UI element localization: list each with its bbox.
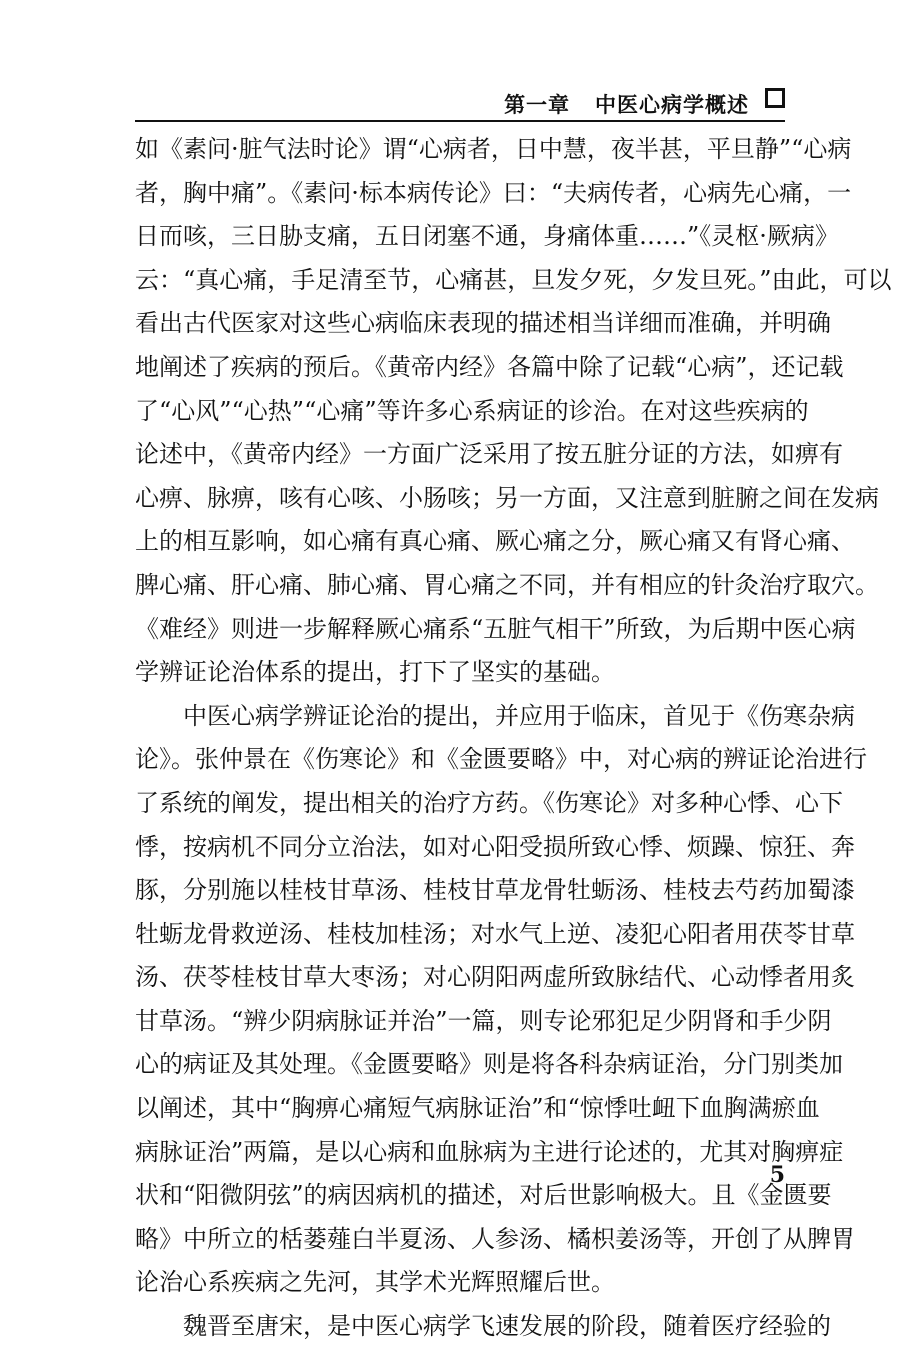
text-line: 论述中，《黄帝内经》一方面广泛采用了按五脏分证的方法，如痹有 (135, 440, 843, 469)
running-header (135, 84, 785, 122)
text-line: 《难经》则进一步解释厥心痛系“五脏气相干”所致，为后期中医心病 (135, 614, 856, 643)
paragraph (135, 128, 892, 695)
text-line: 论》。张仲景在《伤寒论》和《金匮要略》中，对心病的辨证论治进行 (135, 745, 867, 774)
text-line: 了“心风”“心热”“心痛”等许多心系病证的诊治。在对这些疾病的 (135, 396, 809, 425)
paragraph (135, 1305, 831, 1349)
text-line: 状和“阳微阴弦”的病因病机的描述，对后世影响极大。且《金匮要 (135, 1181, 832, 1210)
text-line: 脾心痛、肝心痛、肺心痛、胃心痛之不同，并有相应的针灸治疗取穴。 (135, 570, 879, 599)
paragraph (135, 695, 867, 1305)
text-line: 论治心系疾病之先河，其学术光辉照耀后世。 (135, 1268, 615, 1297)
chapter-number: 第一章 (504, 93, 571, 117)
body-text (135, 128, 892, 1349)
text-line: 学辨证论治体系的提出，打下了坚实的基础。 (135, 658, 615, 687)
text-line: 甘草汤。“辨少阴病脉证并治”一篇，则专论邪犯足少阴肾和手少阴 (135, 1006, 832, 1035)
square-marker-icon (765, 88, 785, 108)
text-line: 以阐述，其中“胸痹心痛短气病脉证治”和“惊悸吐衄下血胸满瘀血 (135, 1094, 820, 1123)
text-line: 者，胸中痛”。《素问·标本病传论》曰：“夫病传者，心病先心痛，一 (135, 178, 852, 207)
text-line: 豚，分别施以桂枝甘草汤、桂枝甘草龙骨牡蛎汤、桂枝去芍药加蜀漆 (135, 876, 855, 905)
chapter-title (504, 89, 749, 119)
text-line: 地阐述了疾病的预后。《黄帝内经》各篇中除了记载“心病”，还记载 (135, 352, 844, 381)
text-line: 中医心病学辨证论治的提出，并应用于临床，首见于《伤寒杂病 (183, 701, 855, 730)
text-line: 上的相互影响，如心痛有真心痛、厥心痛之分，厥心痛又有肾心痛、 (135, 527, 855, 556)
text-line: 看出古代医家对这些心病临床表现的描述相当详细而准确，并明确 (135, 309, 831, 338)
text-line: 日而咳，三日胁支痛，五日闭塞不通，身痛体重……”《灵枢·厥病》 (135, 222, 839, 251)
text-line: 牡蛎龙骨救逆汤、桂枝加桂汤；对水气上逆、凌犯心阳者用茯苓甘草 (135, 919, 855, 948)
text-line: 云：“真心痛，手足清至节，心痛甚，旦发夕死，夕发旦死。”由此，可以 (135, 265, 892, 294)
page-number: 5 (769, 1162, 785, 1188)
text-line: 魏晋至唐宋，是中医心病学飞速发展的阶段，随着医疗经验的 (183, 1312, 831, 1341)
text-line: 如《素问·脏气法时论》谓“心病者，日中慧，夜半甚，平旦静”“心病 (135, 135, 852, 163)
text-line: 心的病证及其处理。《金匮要略》则是将各科杂病证治，分门别类加 (135, 1050, 843, 1079)
text-line: 了系统的阐发，提出相关的治疗方药。《伤寒论》对多种心悸、心下 (135, 788, 843, 817)
text-line: 病脉证治”两篇，是以心病和血脉病为主进行论述的，尤其对胸痹症 (135, 1137, 844, 1166)
text-line: 心痹、脉痹，咳有心咳、小肠咳；另一方面，又注意到脏腑之间在发病 (135, 483, 879, 512)
text-line: 略》中所立的栝蒌薤白半夏汤、人参汤、橘枳姜汤等，开创了从脾胃 (135, 1224, 855, 1253)
chapter-name: 中医心病学概述 (595, 93, 749, 117)
text-line: 悸，按病机不同分立治法，如对心阳受损所致心悸、烦躁、惊狂、奔 (135, 832, 855, 861)
text-line: 汤、茯苓桂枝甘草大枣汤；对心阴阳两虚所致脉结代、心动悸者用炙 (135, 963, 855, 992)
